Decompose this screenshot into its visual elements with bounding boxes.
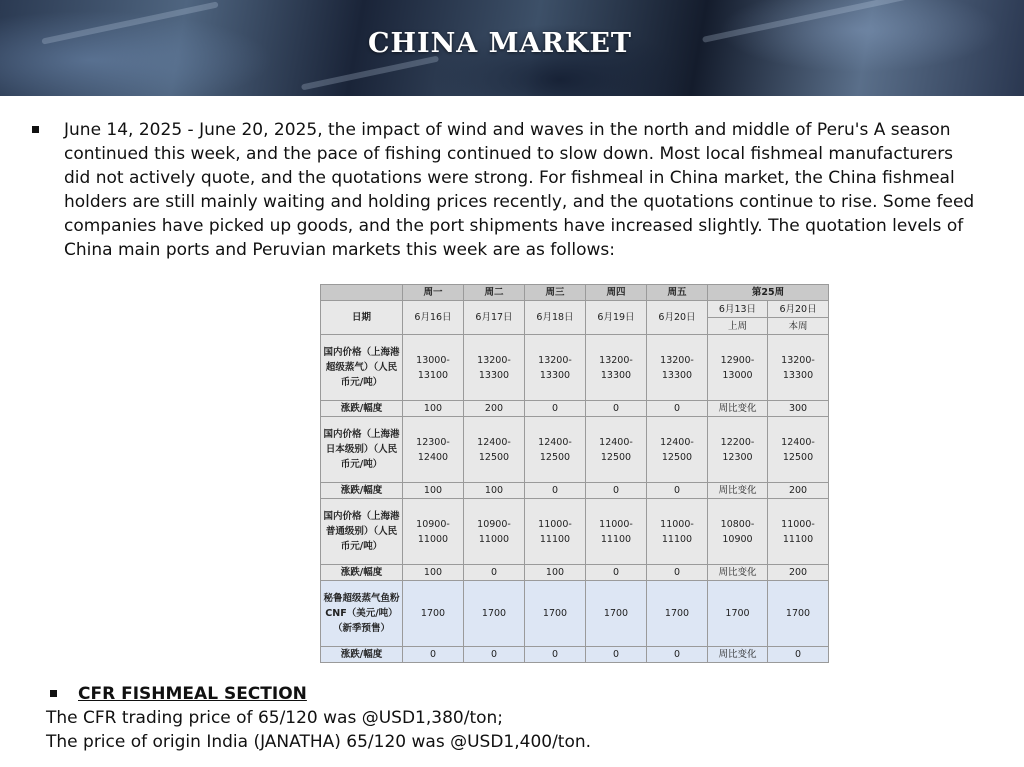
change-row	[321, 483, 829, 499]
value-cell: 1700	[525, 581, 586, 647]
value-cell: 10900-11000	[464, 499, 525, 565]
value-cell: 13200-13300	[586, 335, 647, 401]
cfr-section	[46, 682, 591, 754]
value-cell: 周比变化	[708, 401, 768, 417]
value-cell: 0	[647, 647, 708, 663]
week-sub-cell: 本周	[768, 318, 829, 335]
value-cell: 0	[464, 647, 525, 663]
weekday-header: 周五	[647, 285, 708, 301]
value-cell: 10900-11000	[403, 499, 464, 565]
value-cell: 0	[647, 565, 708, 581]
row-label: 涨跌/幅度	[321, 647, 403, 663]
value-cell: 11000-11100	[647, 499, 708, 565]
value-cell: 1700	[708, 581, 768, 647]
price-row	[321, 417, 829, 483]
weekday-header: 周四	[586, 285, 647, 301]
weekday-header: 周二	[464, 285, 525, 301]
value-cell: 100	[403, 483, 464, 499]
date-cell: 6月20日	[768, 301, 829, 318]
value-cell: 11000-11100	[768, 499, 829, 565]
value-cell: 0	[525, 647, 586, 663]
value-cell: 12200-12300	[708, 417, 768, 483]
value-cell: 100	[464, 483, 525, 499]
value-cell: 200	[464, 401, 525, 417]
date-cell: 6月19日	[586, 301, 647, 335]
page-title: CHINA MARKET	[367, 28, 633, 59]
value-cell: 0	[586, 647, 647, 663]
value-cell: 周比变化	[708, 483, 768, 499]
intro-text: June 14, 2025 - June 20, 2025, the impact of wind and waves in the north and middle of Peru's A season continued this week, and the pace of fishing continued to slow down. Most local fishmeal manufacturers did not actively quote, and the quotations were strong. For fishmeal in China market, the China fishmeal holders are still mainly waiting and holding prices recently, and the quotations continue to rise. Some feed companies have picked up goods, and the port shipments have increased slightly. The quotation levels of China main ports and Peruvian markets this week are as follows:	[64, 120, 975, 260]
value-cell: 11000-11100	[586, 499, 647, 565]
value-cell: 0	[403, 647, 464, 663]
value-cell: 13200-13300	[525, 335, 586, 401]
row-label: 国内价格（上海港超级蒸气）（人民币元/吨）	[321, 335, 403, 401]
price-table-body	[321, 335, 829, 663]
table-header-row	[321, 285, 829, 301]
value-cell: 1700	[647, 581, 708, 647]
value-cell: 13200-13300	[464, 335, 525, 401]
row-label: 秘鲁超级蒸气鱼粉CNF（美元/吨）（新季预售）	[321, 581, 403, 647]
value-cell: 0	[525, 401, 586, 417]
change-row	[321, 401, 829, 417]
date-label: 日期	[321, 301, 403, 335]
value-cell: 1700	[403, 581, 464, 647]
value-cell: 0	[647, 483, 708, 499]
value-cell: 0	[768, 647, 829, 663]
value-cell: 12300-12400	[403, 417, 464, 483]
cfr-price-line: The CFR trading price of 65/120 was @USD1,380/ton;	[46, 708, 504, 728]
value-cell: 100	[403, 401, 464, 417]
table-date-row	[321, 301, 829, 318]
price-table-container	[320, 284, 816, 662]
value-cell: 0	[647, 401, 708, 417]
date-cell: 6月13日	[708, 301, 768, 318]
header-banner	[0, 0, 1024, 96]
value-cell: 1700	[586, 581, 647, 647]
price-table	[320, 284, 829, 663]
change-row	[321, 647, 829, 663]
value-cell: 12400-12500	[586, 417, 647, 483]
value-cell: 0	[586, 401, 647, 417]
value-cell: 12400-12500	[647, 417, 708, 483]
value-cell: 200	[768, 565, 829, 581]
row-label: 涨跌/幅度	[321, 483, 403, 499]
row-label: 国内价格（上海港普通级别）（人民币元/吨）	[321, 499, 403, 565]
price-row	[321, 581, 829, 647]
row-label: 涨跌/幅度	[321, 401, 403, 417]
value-cell: 周比变化	[708, 647, 768, 663]
value-cell: 100	[403, 565, 464, 581]
value-cell: 13000-13100	[403, 335, 464, 401]
date-cell: 6月16日	[403, 301, 464, 335]
change-row	[321, 565, 829, 581]
india-price-line: The price of origin India (JANATHA) 65/120 was @USD1,400/ton.	[46, 732, 592, 752]
cfr-heading: CFR FISHMEAL SECTION	[78, 684, 307, 704]
value-cell: 13200-13300	[647, 335, 708, 401]
value-cell: 0	[525, 483, 586, 499]
value-cell: 0	[586, 565, 647, 581]
value-cell: 周比变化	[708, 565, 768, 581]
row-label: 国内价格（上海港日本级别）（人民币元/吨）	[321, 417, 403, 483]
value-cell: 300	[768, 401, 829, 417]
value-cell: 1700	[768, 581, 829, 647]
value-cell: 10800-10900	[708, 499, 768, 565]
date-cell: 6月20日	[647, 301, 708, 335]
value-cell: 12900-13000	[708, 335, 768, 401]
value-cell: 100	[525, 565, 586, 581]
date-cell: 6月17日	[464, 301, 525, 335]
value-cell: 12400-12500	[525, 417, 586, 483]
weekday-header: 周三	[525, 285, 586, 301]
value-cell: 200	[768, 483, 829, 499]
value-cell: 0	[586, 483, 647, 499]
value-cell: 13200-13300	[768, 335, 829, 401]
week-sub-cell: 上周	[708, 318, 768, 335]
date-cell: 6月18日	[525, 301, 586, 335]
value-cell: 1700	[464, 581, 525, 647]
table-corner-cell	[321, 285, 403, 301]
value-cell: 0	[464, 565, 525, 581]
value-cell: 11000-11100	[525, 499, 586, 565]
row-label: 涨跌/幅度	[321, 565, 403, 581]
bullet-icon	[50, 690, 57, 697]
value-cell: 12400-12500	[464, 417, 525, 483]
banner-decoration	[301, 56, 439, 91]
bullet-icon	[32, 126, 39, 133]
value-cell: 12400-12500	[768, 417, 829, 483]
price-row	[321, 499, 829, 565]
price-row	[321, 335, 829, 401]
weekday-header: 周一	[403, 285, 464, 301]
intro-paragraph	[30, 118, 980, 262]
week-header: 第25周	[708, 285, 829, 301]
